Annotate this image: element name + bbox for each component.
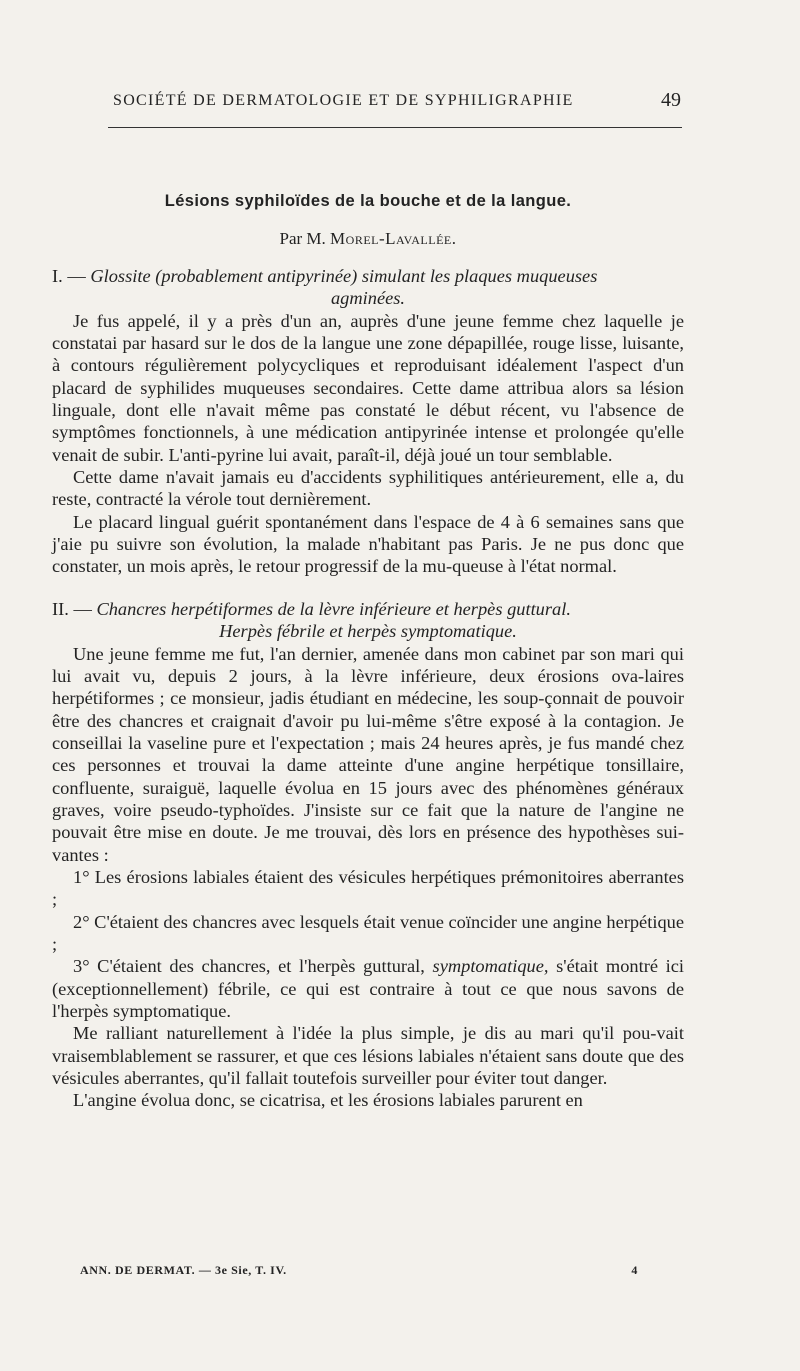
- list-item: 2° C'étaient des chancres avec lesquels était venue coïncider une angine herpétique ;: [52, 911, 684, 954]
- p3-italic: symptomatique,: [432, 956, 549, 977]
- paragraph: Une jeune femme me fut, l'an dernier, amenée dans mon cabinet par son mari qui lui avait vu, depuis 2 jours, à la lèvre inférieure, deux érosions ova-laires herpétiformes ; ce monsieur, jadis étudiant en médecine, les soup-çonnait de pouvoir être des chancres et craignait d'avoir pu lui-même s'être exposé à la contagion. Je conseillai la vaseline pure et l'expectation ; mais 24 heures après, je fus mandé chez ces personnes et trouvai la dame atteinte d'une angine herpétique tonsillaire, confluente, suraiguë, laquelle évolua en 15 jours avec des phénomènes généraux graves, voire pseudo-typhoïdes. J'insiste sur ce fait que la nature de l'angine ne pouvait être mise en doute. Je me trouvai, dès lors en présence des hypothèses sui-vantes :: [52, 643, 684, 865]
- list-item: [52, 955, 684, 1022]
- running-head-text: SOCIÉTÉ DE DERMATOLOGIE ET DE SYPHILIGRAPHIE: [113, 92, 574, 109]
- section1-heading-line1: Glossite (probablement antipyrinée) simulant les plaques muqueuses: [90, 266, 598, 286]
- paragraph: L'angine évolua donc, se cicatrisa, et les érosions labiales parurent en: [73, 1090, 583, 1111]
- section2-heading-line2: Herpès fébrile et herpès symptomatique.: [219, 621, 517, 642]
- signature-number: 4: [631, 1263, 638, 1277]
- paragraph: Le placard lingual guérit spontanément dans l'espace de 4 à 6 semaines sans que j'aie pu suivre son évolution, la malade n'habitant pas Paris. Je ne pus donc que constater, un mois après, le retour progressif de la mu-queuse à l'état normal.: [52, 511, 684, 577]
- paragraph: Me ralliant naturellement à l'idée la plus simple, je dis au mari qu'il pou-vait vraisemblablement se rassurer, et que ces lésions labiales n'étaient sans doute que des vésicules aberrantes, qu'il fallait toutefois surveiller pour éviter tout danger.: [52, 1023, 684, 1089]
- list-item: 1° Les érosions labiales étaient des vésicules herpétiques prémonitoires aberrantes ;: [52, 866, 684, 910]
- running-head: [113, 89, 681, 111]
- header-rule: [108, 127, 682, 128]
- section1-heading-prefix: I. —: [52, 266, 86, 286]
- article-body: [52, 265, 684, 1112]
- section2-heading-line2-wrap: [52, 620, 684, 642]
- p3-after: s'était montré ici (exceptionnellement) fébrile, ce qui est contraire à tout ce que nous savons de l'herpès symptomatique.: [52, 956, 684, 1021]
- page-number: 49: [661, 89, 681, 111]
- article-author: [52, 229, 684, 249]
- paragraph: Je fus appelé, il y a près d'un an, auprès d'une jeune femme chez laquelle je constatai par hasard sur le dos de la langue une zone dépapillée, rouge lisse, luisante, à contours régulièrement polycycliques et reproduisant idéalement l'aspect d'un placard de syphilides muqueuses secondaires. Cette dame attribua alors sa lésion linguale, dont elle n'avait même pas constaté le début récent, vu l'absence de symptômes fonctionnels, à une médication antipyrinée intense et prolongée qu'elle venait de subir. L'anti-pyrine lui avait, paraît-il, déjà joué un tour semblable.: [52, 310, 684, 465]
- section1-heading: [52, 265, 684, 287]
- author-name: Morel-Lavallée.: [330, 229, 457, 248]
- section-gap: [52, 578, 684, 598]
- section2-heading-prefix: II. —: [52, 598, 92, 619]
- section2-heading: [52, 598, 684, 620]
- footer-signature: ANN. DE DERMAT. — 3e Sie, T. IV.: [80, 1263, 287, 1277]
- section2-heading-line1: Chancres herpétiformes de la lèvre inférieure et herpès guttural.: [96, 598, 571, 619]
- article-title: Lésions syphiloïdes de la bouche et de la langue.: [164, 192, 572, 210]
- paragraph: Cette dame n'avait jamais eu d'accidents syphilitiques antérieurement, elle a, du reste, contracté la vérole tout dernièrement.: [52, 467, 684, 510]
- section1-heading-line2-wrap: [52, 287, 684, 309]
- page-footer: [80, 1263, 638, 1278]
- p3-before: 3° C'étaient des chancres, et l'herpès guttural,: [73, 956, 425, 977]
- section1-heading-line2: agminées.: [330, 288, 406, 309]
- author-prefix: Par M.: [279, 229, 326, 248]
